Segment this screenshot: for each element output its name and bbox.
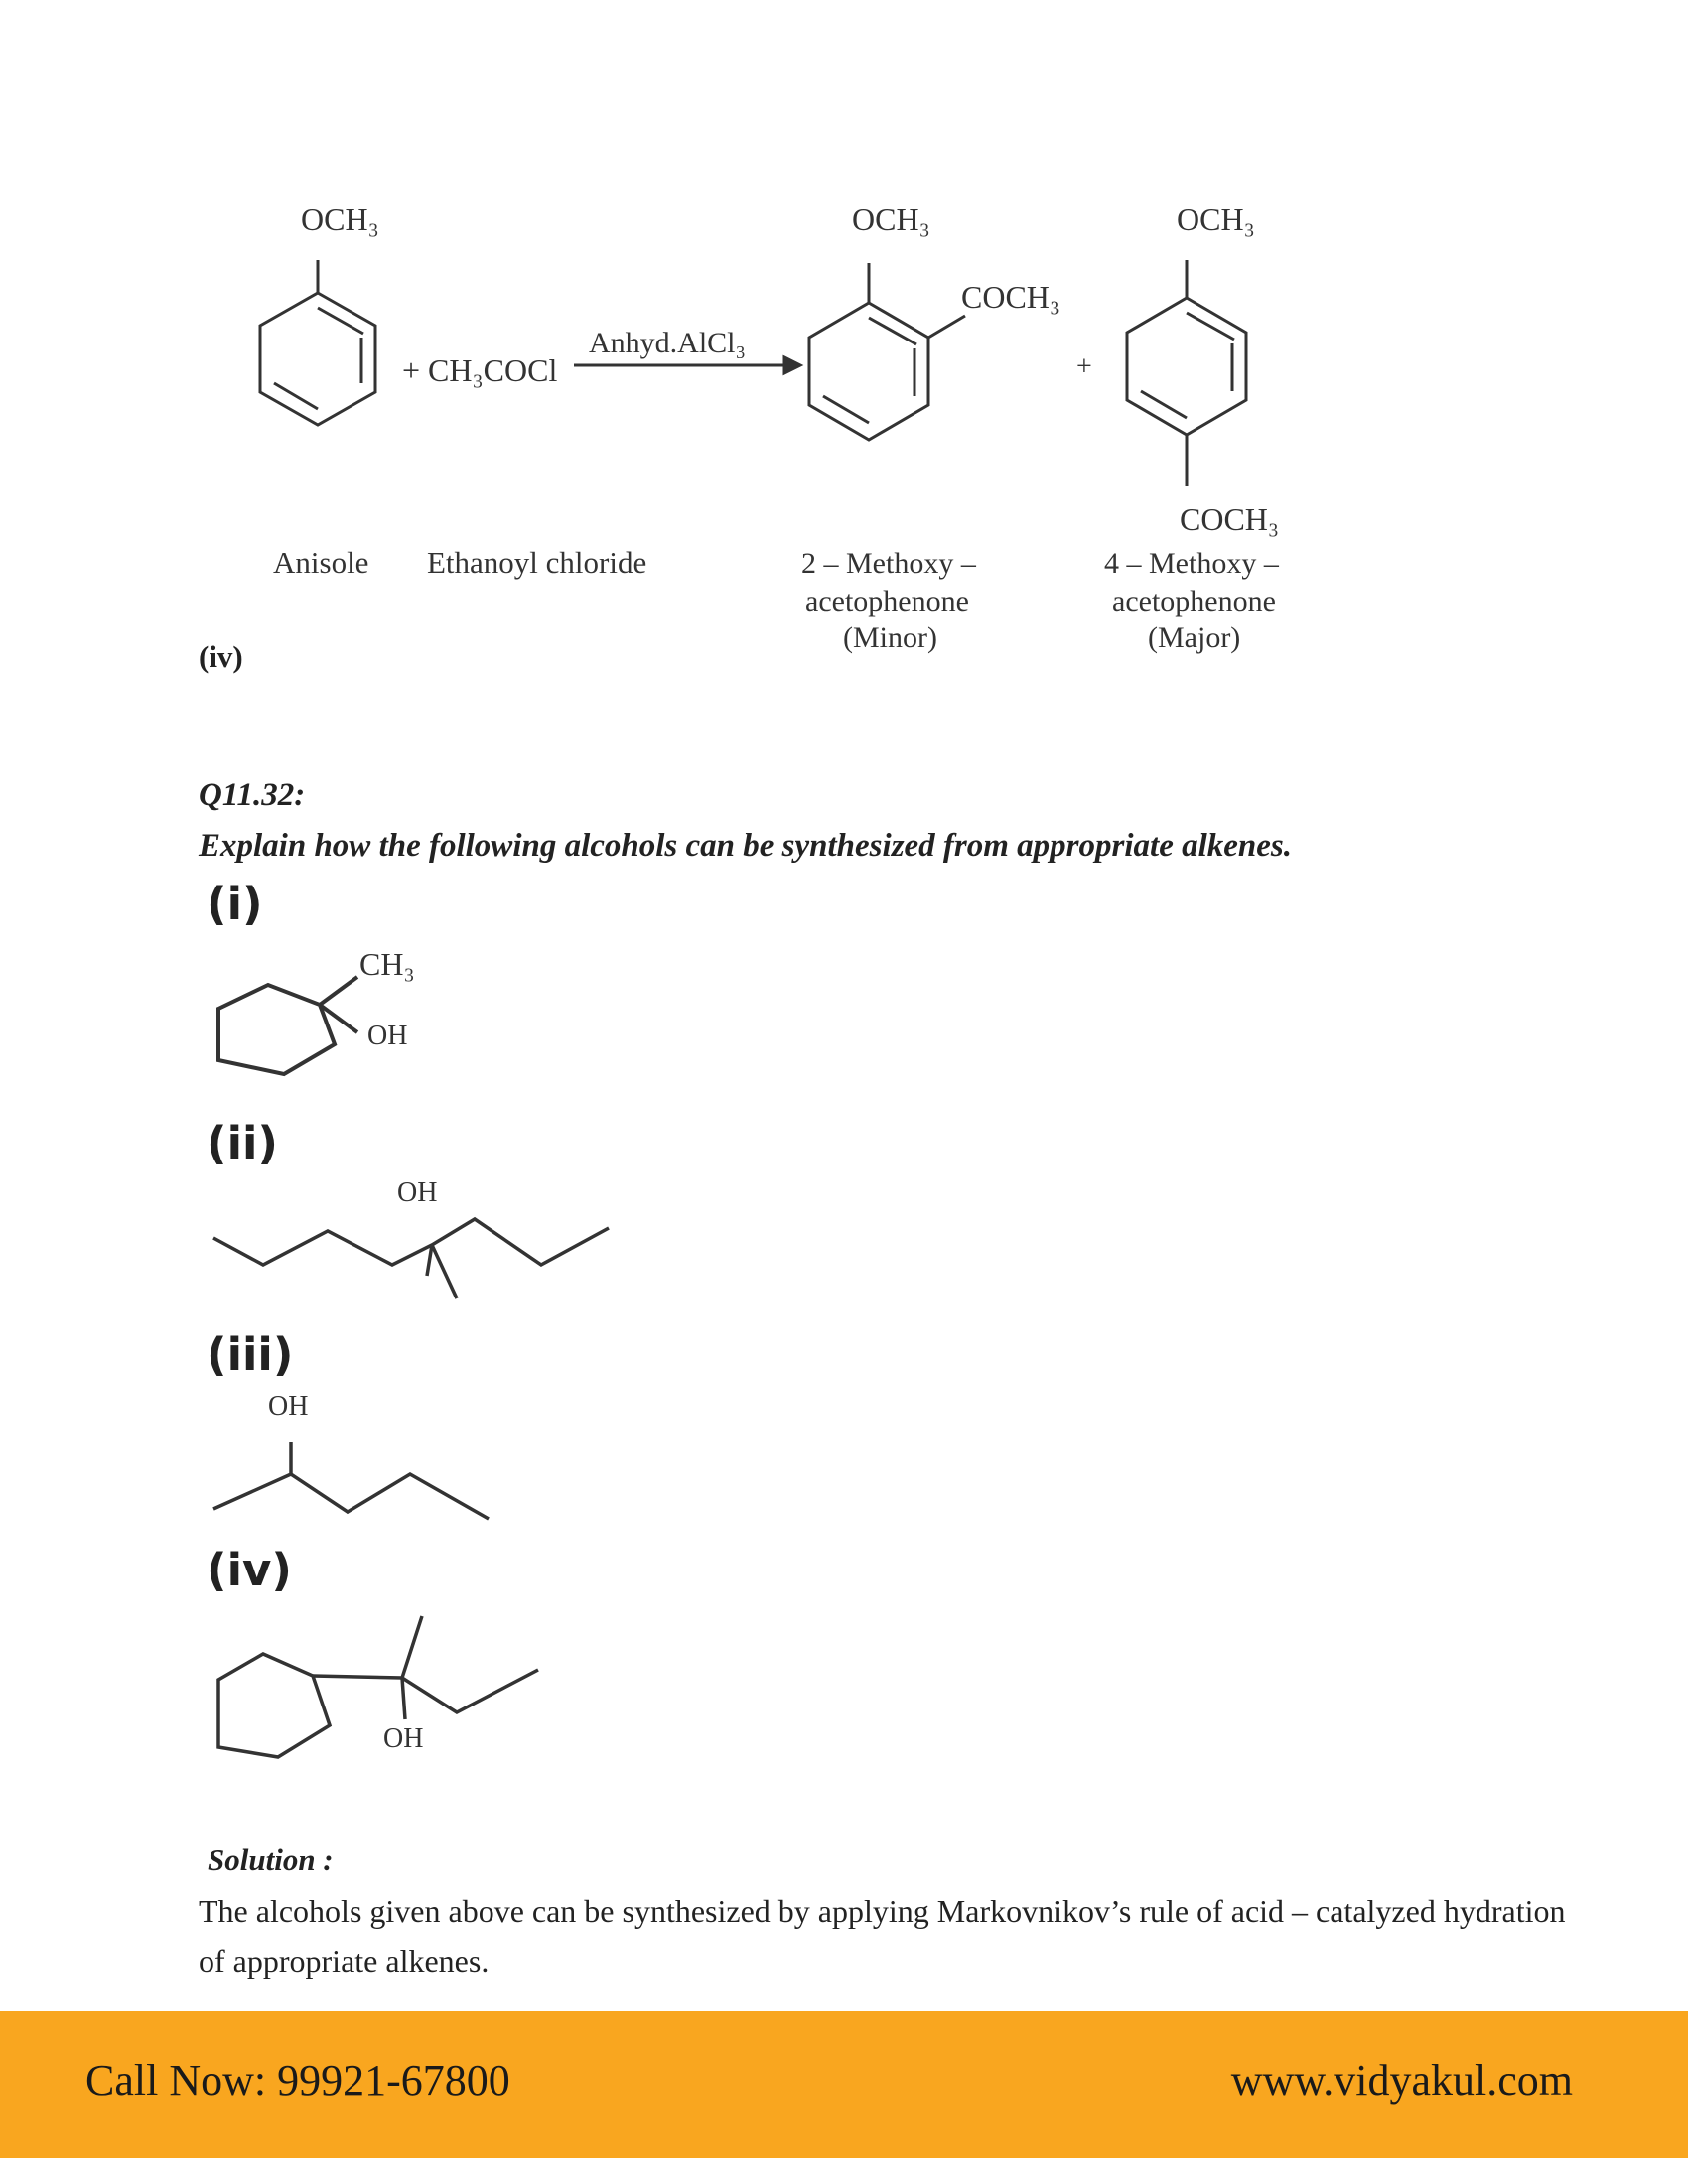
structure-iii-label: (iii) — [207, 1328, 294, 1381]
structure-iv-label: (iv) — [207, 1544, 292, 1596]
reaction-part-label: (iv) — [199, 639, 243, 674]
ortho-coch3: COCH₃ — [961, 279, 1061, 315]
ortho-product-ring — [809, 263, 965, 440]
major-label-3: (Major) — [1148, 621, 1241, 654]
reaction-arrow — [574, 357, 800, 373]
footer-bar — [0, 2011, 1688, 2158]
para-coch3: COCH₃ — [1180, 501, 1280, 537]
minor-label-1: 2 – Methoxy – — [801, 547, 976, 580]
structure-iii-oh: OH — [268, 1391, 309, 1422]
major-label-2: acetophenone — [1112, 585, 1276, 617]
solution-heading: Solution : — [208, 1843, 334, 1877]
plus-sign: + — [1076, 351, 1092, 382]
structure-i-label: (i) — [207, 878, 263, 930]
structure-i — [199, 933, 477, 1102]
anisole-och3: OCH₃ — [301, 202, 379, 237]
structure-iv-oh: OH — [383, 1723, 424, 1754]
reaction-scheme — [0, 0, 1688, 695]
structure-ii — [199, 1171, 635, 1310]
anisole-benzene-ring — [260, 260, 375, 425]
anisole-label: Anisole — [273, 545, 369, 580]
structure-iii — [199, 1385, 496, 1524]
minor-label-3: (Minor) — [843, 621, 937, 654]
structure-iv — [199, 1598, 556, 1797]
para-product-ring — [1127, 260, 1246, 486]
question-id: Q11.32: — [199, 777, 306, 813]
website-link[interactable]: www.vidyakul.com — [1230, 2056, 1573, 2105]
call-now[interactable]: Call Now: 99921-67800 — [85, 2056, 510, 2105]
reagent-label: + CH₃COCl — [402, 352, 558, 388]
para-och3: OCH₃ — [1177, 202, 1255, 237]
structure-ii-label: (ii) — [207, 1117, 278, 1169]
structure-i-ch3: CH₃ — [359, 946, 415, 982]
ortho-och3: OCH₃ — [852, 202, 930, 237]
structure-i-oh: OH — [367, 1021, 408, 1051]
major-label-1: 4 – Methoxy – — [1104, 547, 1279, 580]
structure-ii-oh: OH — [397, 1177, 438, 1208]
condition-label: Anhyd.AlCl₃ — [589, 327, 746, 359]
solution-text: The alcohols given above can be synthesized by applying Markovnikov’s rule of acid – catalyzed hydration of appropriate alkenes. — [199, 1893, 1566, 1979]
minor-label-2: acetophenone — [805, 585, 969, 617]
question-text: Explain how the following alcohols can be synthesized from appropriate alkenes. — [199, 828, 1293, 864]
ethanoyl-label: Ethanoyl chloride — [427, 545, 647, 580]
